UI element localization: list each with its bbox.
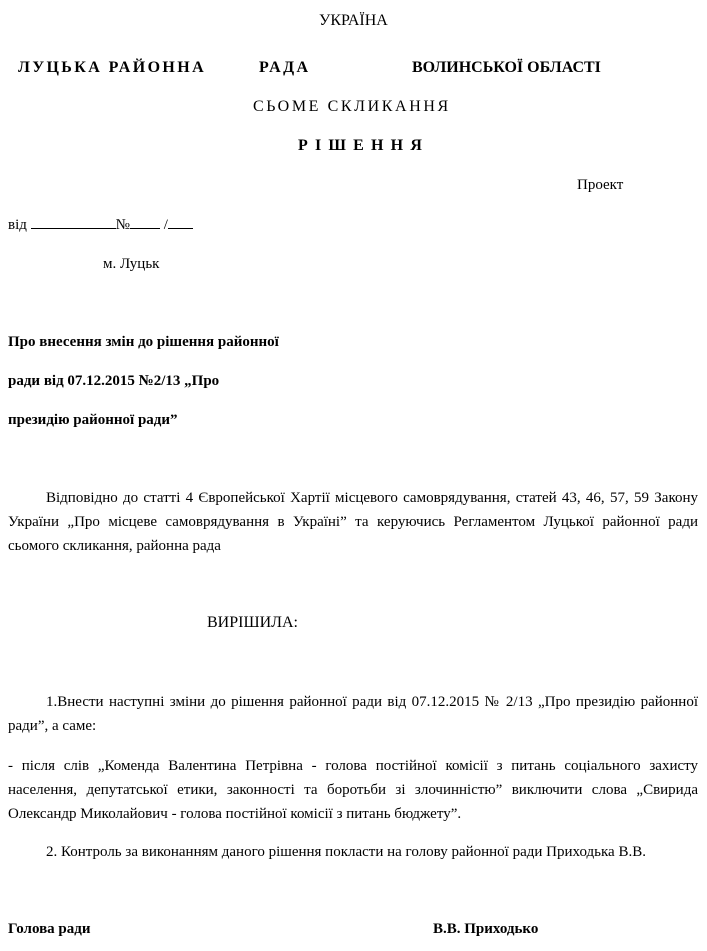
slash: / bbox=[163, 217, 168, 233]
convocation: СЬОМЕ СКЛИКАННЯ bbox=[253, 98, 451, 115]
number-sign: № bbox=[115, 217, 130, 233]
city-name: м. Луцьк bbox=[103, 256, 160, 272]
council-rada: РАДА bbox=[259, 59, 311, 76]
number-blank bbox=[130, 217, 160, 229]
signature-name: В.В. Приходько bbox=[433, 921, 539, 937]
subject-line-2: ради від 07.12.2015 №2/13 „Про bbox=[8, 373, 220, 389]
session-blank bbox=[168, 217, 193, 229]
document-type: Р І Ш Е Н Н Я bbox=[298, 137, 424, 154]
item-1: 1.Внести наступні зміни до рішення районної ради від 07.12.2015 № 2/13 „Про президію районної ради”, а саме: bbox=[8, 694, 698, 734]
date-blank bbox=[31, 217, 116, 229]
from-label: від bbox=[8, 217, 27, 233]
subject-line-1: Про внесення змін до рішення районної bbox=[8, 334, 279, 350]
country-title: УКРАЇНА bbox=[319, 12, 388, 29]
signature-title: Голова ради bbox=[8, 921, 91, 937]
date-number-line bbox=[8, 217, 193, 234]
resolved-heading: ВИРІШИЛА: bbox=[207, 614, 298, 631]
region-name: ВОЛИНСЬКОЇ ОБЛАСТІ bbox=[412, 59, 601, 76]
council-name: ЛУЦЬКА РАЙОННА bbox=[18, 59, 207, 76]
item-2: 2. Контроль за виконанням даного рішення покласти на голову районної ради Приходька В.В. bbox=[46, 844, 646, 860]
subject-line-3: президію районної ради” bbox=[8, 412, 178, 428]
draft-label: Проект bbox=[577, 177, 624, 193]
preamble-paragraph: Відповідно до статті 4 Європейської Хартії місцевого самоврядування, статей 43, 46, 57, 59 Закону України „Про місцеве самоврядування в Україні” та керуючись Регламентом Луцької районної ради сьомого скликання, районна рада bbox=[8, 490, 698, 554]
item-1-detail: - після слів „Коменда Валентина Петрівна - голова постійної комісії з питань соціального захисту населення, депутатської етики, законності та боротьби зі злочинністю” виключити слова „Свирида Олександр Миколайович - голова постійної комісії з питань бюджету”. bbox=[8, 758, 698, 822]
